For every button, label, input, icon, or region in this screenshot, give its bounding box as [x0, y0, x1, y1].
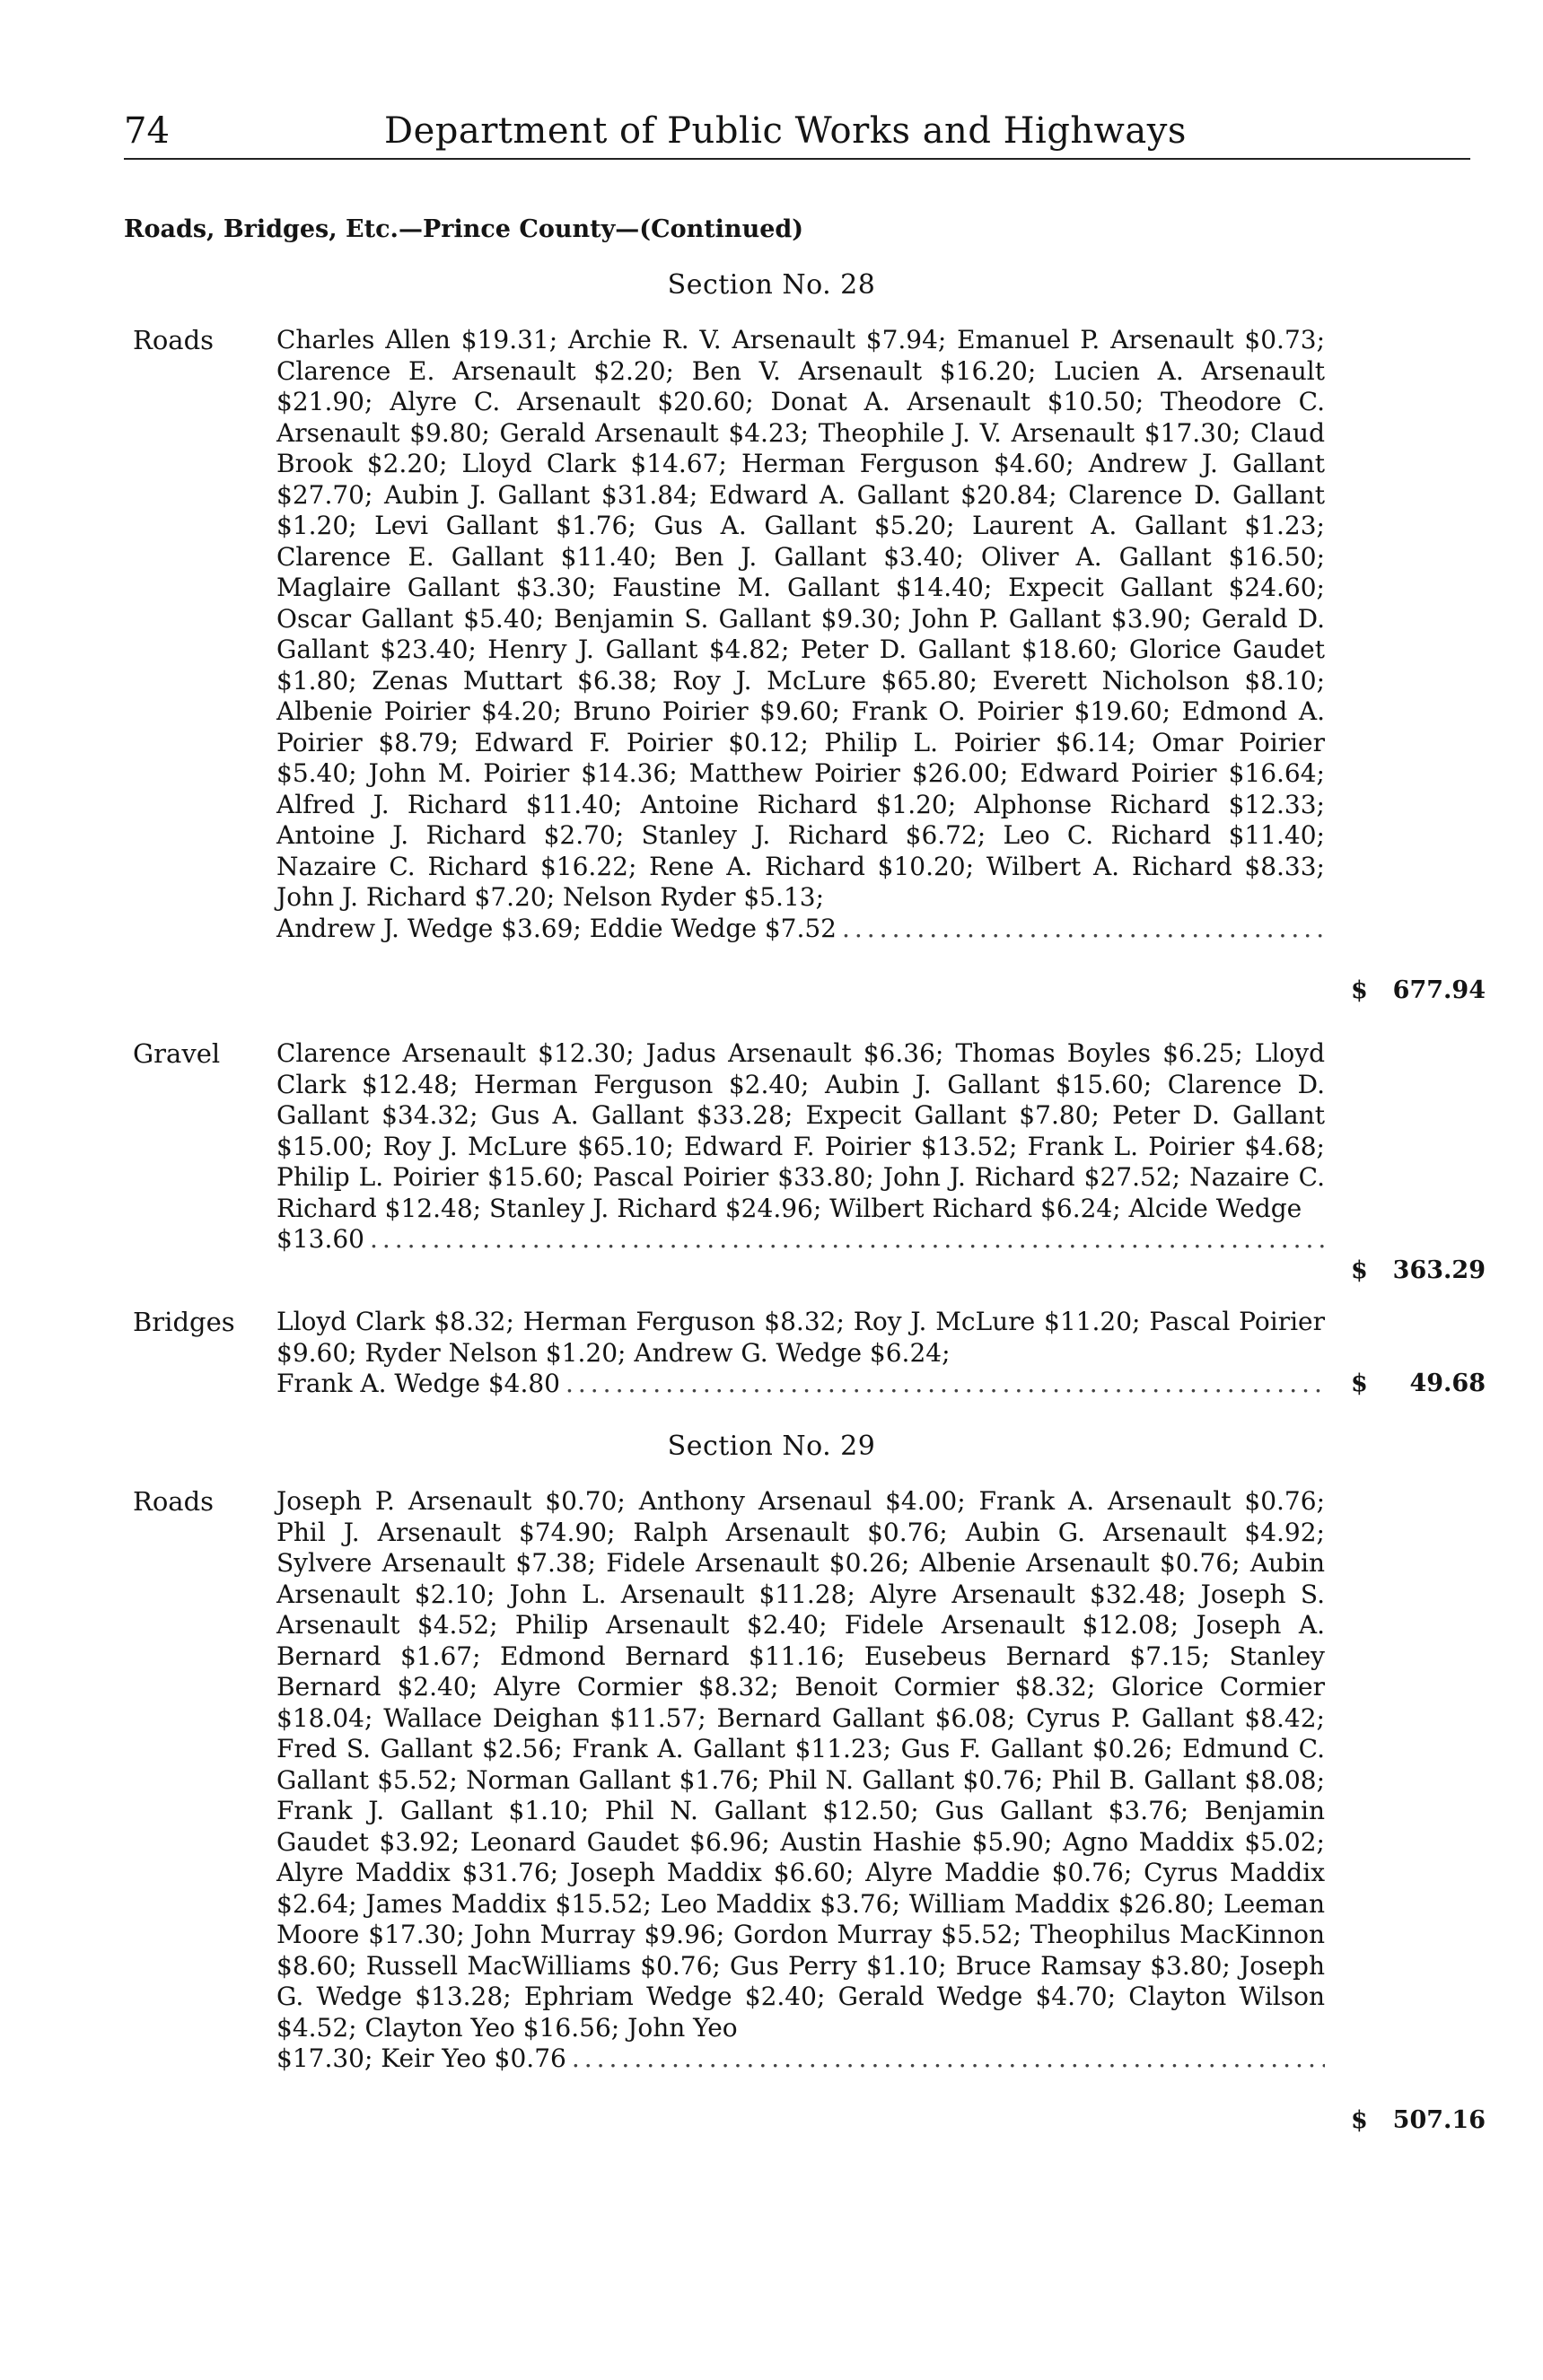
entry-category: Roads [133, 325, 215, 355]
entry-last-line [276, 1369, 1325, 1400]
dot-leader [370, 1224, 1325, 1256]
entry-last-line-text: Frank A. Wedge $4.80 [276, 1369, 560, 1398]
entry-last-line-text: $17.30; Keir Yeo $0.76 [276, 2043, 566, 2073]
entry-body [276, 1038, 1325, 1256]
entry-text: Clarence Arsenault $12.30; Jadus Arsenault $6.36; Thomas Boyles $6.25; Lloyd Clark $12.48; Herman Ferguson $2.40; Aubin J. Gallant $15.60; Clarence D. Gallant $34.32; Gus A. Gallant $33.28; Expecit Gallant $7.80; Peter D. Gallant $15.00; Roy J. McLure $65.10; Edward F. Poirier $13.52; Frank L. Poirier $4.68; Philip L. Poirier $15.60; Pascal Poirier $33.80; John J. Richard $27.52; Nazaire C. Richard $12.48; Stanley J. Richard $24.96; Wilbert Richard $6.24; Alcide Wedge [276, 1038, 1325, 1223]
total-amount: 363.29 [1392, 1256, 1486, 1284]
page-subtitle: Roads, Bridges, Etc.—Prince County—(Continued) [124, 215, 804, 243]
currency-symbol: $ [1351, 2106, 1368, 2134]
entry-last-line-text: $13.60 [276, 1224, 364, 1254]
entry-last-line [276, 914, 1325, 945]
entry-category: Gravel [133, 1038, 221, 1069]
currency-symbol: $ [1351, 1256, 1368, 1284]
dot-leader [572, 2043, 1325, 2075]
running-title: Department of Public Works and Highways [384, 110, 1187, 152]
entry-body [276, 1307, 1325, 1400]
entry-last-line-text: Andrew J. Wedge $3.69; Eddie Wedge $7.52 [276, 913, 837, 943]
section-heading: Section No. 28 [667, 269, 876, 301]
entry-text: Joseph P. Arsenault $0.70; Anthony Arsenaul $4.00; Frank A. Arsenault $0.76; Phil J. Arsenault $74.90; Ralph Arsenault $0.76; Aubin G. Arsenault $4.92; Sylvere Arsenault $7.38; Fidele Arsenault $0.26; Albenie Arsenault $0.76; Aubin Arsenault $2.10; John L. Arsenault $11.28; Alyre Arsenault $32.48; Joseph S. Arsenault $4.52; Philip Arsenault $2.40; Fidele Arsenault $12.08; Joseph A. Bernard $1.67; Edmond Bernard $11.16; Eusebeus Bernard $7.15; Stanley Bernard $2.40; Alyre Cormier $8.32; Benoit Cormier $8.32; Glorice Cormier $18.04; Wallace Deighan $11.57; Bernard Gallant $6.08; Cyrus P. Gallant $8.42; Fred S. Gallant $2.56; Frank A. Gallant $11.23; Gus F. Gallant $0.26; Edmund C. Gallant $5.52; Norman Gallant $1.76; Phil N. Gallant $0.76; Phil B. Gallant $8.08; Frank J. Gallant $1.10; Phil N. Gallant $12.50; Gus Gallant $3.76; Benjamin Gaudet $3.92; Leonard Gaudet $6.96; Austin Hashie $5.90; Agno Maddix $5.02; Alyre Maddix $31.76; Joseph Maddix $6.60; Alyre Maddie $0.76; Cyrus Maddix $2.64; James Maddix $15.52; Leo Maddix $3.76; William Maddix $26.80; Leeman Moore $17.30; John Murray $9.96; Gordon Murray $5.52; Theophilus MacKinnon $8.60; Russell MacWilliams $0.76; Gus Perry $1.10; Bruce Ramsay $3.80; Joseph G. Wedge $13.28; Ephriam Wedge $2.40; Gerald Wedge $4.70; Clayton Wilson $4.52; Clayton Yeo $16.56; John Yeo [276, 1486, 1325, 2043]
entry-category: Bridges [133, 1307, 235, 1337]
entry-category: Roads [133, 1486, 215, 1517]
section-heading: Section No. 29 [667, 1431, 876, 1462]
total-amount: 49.68 [1409, 1369, 1486, 1397]
entry-last-line [276, 1224, 1325, 1256]
total-amount: 677.94 [1392, 976, 1486, 1004]
entry-body [276, 1486, 1325, 2075]
header-rule [124, 158, 1470, 160]
currency-symbol: $ [1351, 976, 1368, 1004]
entry-text: Charles Allen $19.31; Archie R. V. Arsenault $7.94; Emanuel P. Arsenault $0.73; Clarence E. Arsenault $2.20; Ben V. Arsenault $16.20; Lucien A. Arsenault $21.90; Alyre C. Arsenault $20.60; Donat A. Arsenault $10.50; Theodore C. Arsenault $9.80; Gerald Arsenault $4.23; Theophile J. V. Arsenault $17.30; Claud Brook $2.20; Lloyd Clark $14.67; Herman Ferguson $4.60; Andrew J. Gallant $27.70; Aubin J. Gallant $31.84; Edward A. Gallant $20.84; Clarence D. Gallant $1.20; Levi Gallant $1.76; Gus A. Gallant $5.20; Laurent A. Gallant $1.23; Clarence E. Gallant $11.40; Ben J. Gallant $3.40; Oliver A. Gallant $16.50; Maglaire Gallant $3.30; Faustine M. Gallant $14.40; Expecit Gallant $24.60; Oscar Gallant $5.40; Benjamin S. Gallant $9.30; John P. Gallant $3.90; Gerald D. Gallant $23.40; Henry J. Gallant $4.82; Peter D. Gallant $18.60; Glorice Gaudet $1.80; Zenas Muttart $6.38; Roy J. McLure $65.80; Everett Nicholson $8.10; Albenie Poirier $4.20; Bruno Poirier $9.60; Frank O. Poirier $19.60; Edmond A. Poirier $8.79; Edward F. Poirier $0.12; Philip L. Poirier $6.14; Omar Poirier $5.40; John M. Poirier $14.36; Matthew Poirier $26.00; Edward Poirier $16.64; Alfred J. Richard $11.40; Antoine Richard $1.20; Alphonse Richard $12.33; Antoine J. Richard $2.70; Stanley J. Richard $6.72; Leo C. Richard $11.40; Nazaire C. Richard $16.22; Rene A. Richard $10.20; Wilbert A. Richard $8.33; John J. Richard $7.20; Nelson Ryder $5.13; [276, 325, 1325, 912]
total-amount: 507.16 [1392, 2106, 1486, 2134]
dot-leader [565, 1369, 1325, 1400]
entry-text: Lloyd Clark $8.32; Herman Ferguson $8.32; Roy J. McLure $11.20; Pascal Poirier $9.60; Ryder Nelson $1.20; Andrew G. Wedge $6.24; [276, 1307, 1325, 1368]
page-number: 74 [124, 110, 170, 152]
currency-symbol: $ [1351, 1369, 1368, 1397]
dot-leader [842, 914, 1325, 945]
entry-body [276, 325, 1325, 944]
entry-last-line [276, 2043, 1325, 2075]
